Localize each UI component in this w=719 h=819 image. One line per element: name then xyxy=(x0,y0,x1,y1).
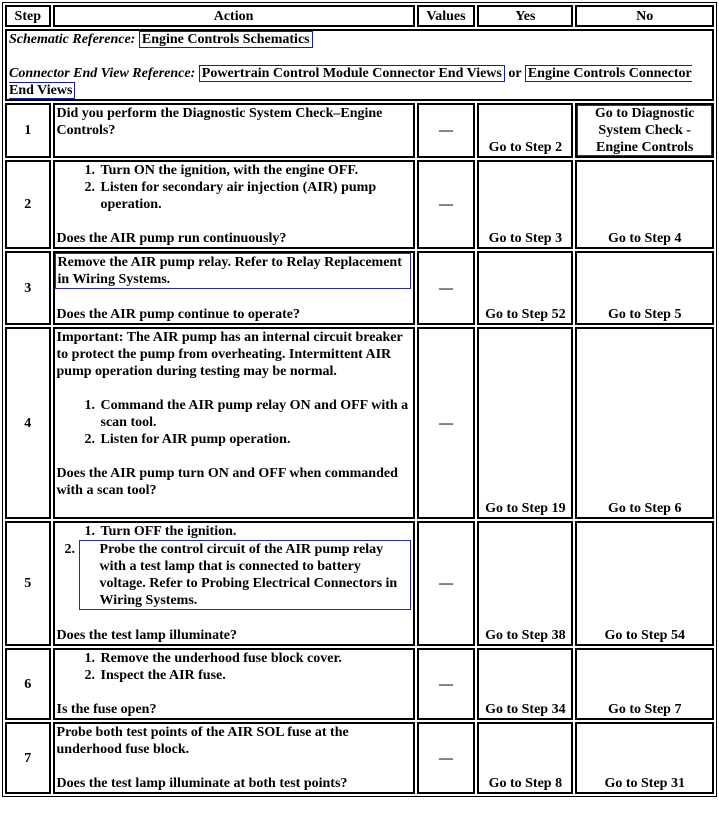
action-text: Probe both test points of the AIR SOL fuse at the underhood fuse block. xyxy=(56,725,349,757)
table-row xyxy=(5,160,714,249)
no-link[interactable]: Go to Step 4 xyxy=(575,160,714,249)
list-item: 1. Command the AIR pump relay ON and OFF with a scan tool. xyxy=(99,397,411,431)
header-yes: Yes xyxy=(477,5,573,27)
yes-link[interactable]: Go to Step 2 xyxy=(477,103,573,158)
question-text: Is the fuse open? xyxy=(56,702,157,717)
header-no: No xyxy=(575,5,714,27)
action-cell xyxy=(53,327,415,519)
values-cell: — xyxy=(417,160,476,249)
step-number: 6 xyxy=(5,648,51,720)
yes-link[interactable]: Go to Step 38 xyxy=(477,521,573,646)
step-number: 2 xyxy=(5,160,51,249)
list-item: 1. Turn ON the ignition, with the engine OFF. xyxy=(99,162,411,179)
yes-link[interactable]: Go to Step 3 xyxy=(477,160,573,249)
values-cell: — xyxy=(417,648,476,720)
question-text: Does the AIR pump continue to operate? xyxy=(56,307,300,322)
no-link[interactable]: Go to Diagnostic System Check - Engine Controls xyxy=(575,103,714,158)
question-text: Does the AIR pump turn ON and OFF when commanded with a scan tool? xyxy=(56,466,398,498)
list-item: 1. Turn OFF the ignition. xyxy=(99,523,411,540)
action-list xyxy=(57,523,411,610)
values-cell: — xyxy=(417,722,476,794)
step-number: 7 xyxy=(5,722,51,794)
action-cell xyxy=(53,521,415,646)
table-row xyxy=(5,521,714,646)
list-item: 1. Remove the underhood fuse block cover. xyxy=(99,650,411,667)
header-row xyxy=(5,5,714,27)
action-list xyxy=(57,162,411,213)
table-row xyxy=(5,251,714,325)
list-item: 2. Listen for secondary air injection (AIR) pump operation. xyxy=(99,179,411,213)
values-cell: — xyxy=(417,103,476,158)
schematic-link[interactable]: Engine Controls Schematics xyxy=(139,31,313,48)
action-cell xyxy=(53,160,415,249)
header-action: Action xyxy=(53,5,415,27)
table-row xyxy=(5,648,714,720)
table-row xyxy=(5,722,714,794)
values-cell: — xyxy=(417,327,476,519)
yes-link[interactable]: Go to Step 19 xyxy=(477,327,573,519)
action-list xyxy=(57,650,411,684)
no-link[interactable]: Go to Step 31 xyxy=(575,722,714,794)
or-text: or xyxy=(508,66,522,81)
connector-reference-label: Connector End View Reference: xyxy=(9,66,196,81)
important-note: Important: The AIR pump has an internal circuit breaker to protect the pump from overheating. Intermittent AIR pump operation during testing may be normal. xyxy=(56,330,403,379)
values-cell: — xyxy=(417,521,476,646)
action-cell xyxy=(53,251,415,325)
header-step: Step xyxy=(5,5,51,27)
step-number: 4 xyxy=(5,327,51,519)
reference-row xyxy=(5,29,714,101)
schematic-reference-label: Schematic Reference: xyxy=(9,32,136,47)
table-row xyxy=(5,103,714,158)
step-number: 5 xyxy=(5,521,51,646)
action-text: Did you perform the Diagnostic System Check–Engine Controls? xyxy=(56,106,383,138)
action-cell xyxy=(53,648,415,720)
step-number: 3 xyxy=(5,251,51,325)
action-text[interactable]: Remove the AIR pump relay. Refer to Relay Replacement in Wiring Systems. xyxy=(55,253,411,289)
question-text: Does the test lamp illuminate at both test points? xyxy=(56,776,348,791)
action-cell xyxy=(53,103,415,158)
table-row xyxy=(5,327,714,519)
action-cell xyxy=(53,722,415,794)
header-values: Values xyxy=(417,5,476,27)
no-link[interactable]: Go to Step 6 xyxy=(575,327,714,519)
no-link[interactable]: Go to Step 54 xyxy=(575,521,714,646)
step-number: 1 xyxy=(5,103,51,158)
yes-link[interactable]: Go to Step 34 xyxy=(477,648,573,720)
list-item: 2. Inspect the AIR fuse. xyxy=(99,667,411,684)
yes-link[interactable]: Go to Step 8 xyxy=(477,722,573,794)
no-link[interactable]: Go to Step 5 xyxy=(575,251,714,325)
list-item-link[interactable]: 2. Probe the control circuit of the AIR pump relay with a test lamp that is connected to battery voltage. Refer to Probing Electrical Connectors in Wiring Systems. xyxy=(79,540,411,610)
diagnostic-table xyxy=(2,2,717,797)
pcm-connector-link[interactable]: Powertrain Control Module Connector End Views xyxy=(199,65,505,82)
values-cell: — xyxy=(417,251,476,325)
reference-cell xyxy=(5,29,714,101)
action-list xyxy=(57,397,411,448)
engine-connector-link[interactable]: Engine Controls Connector End Views xyxy=(9,66,692,98)
question-text: Does the AIR pump run continuously? xyxy=(56,231,287,246)
list-item: 2. Listen for AIR pump operation. xyxy=(99,431,411,448)
yes-link[interactable]: Go to Step 52 xyxy=(477,251,573,325)
no-link[interactable]: Go to Step 7 xyxy=(575,648,714,720)
question-text: Does the test lamp illuminate? xyxy=(56,628,237,643)
